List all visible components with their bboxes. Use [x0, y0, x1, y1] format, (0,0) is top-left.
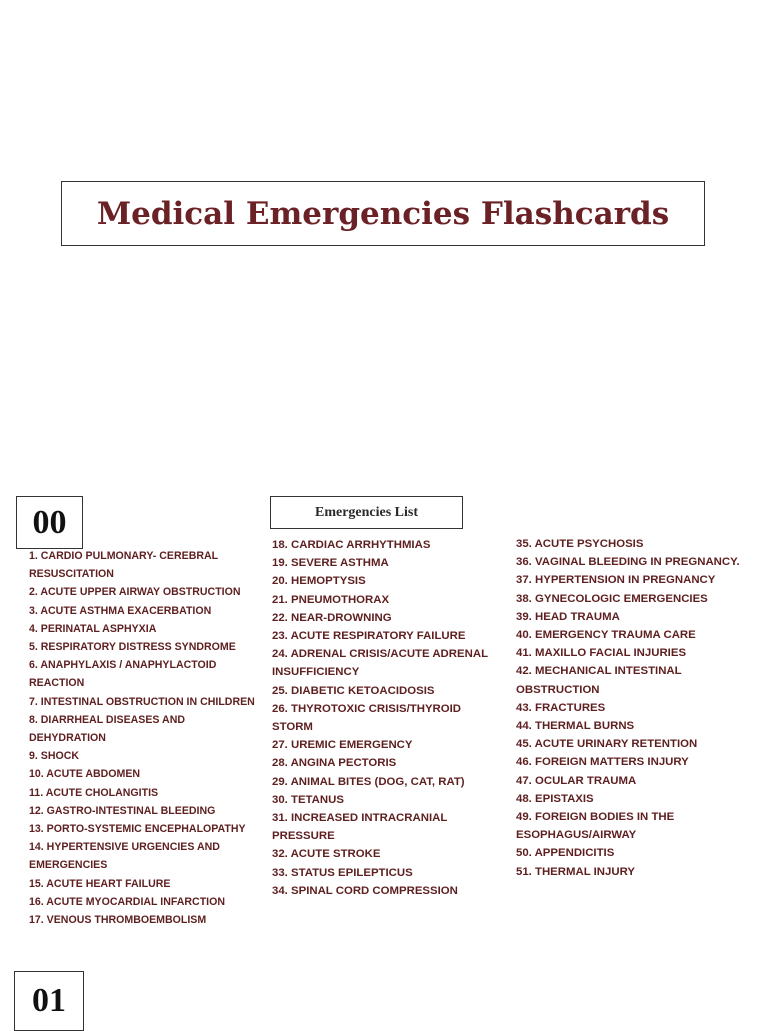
list-item: 3. ACUTE ASTHMA EXACERBATION	[29, 604, 212, 617]
list-item: 14. HYPERTENSIVE URGENCIES AND EMERGENCIES	[29, 841, 220, 872]
list-item: 18. CARDIAC ARRHYTHMIAS	[272, 539, 431, 551]
list-item: 38. GYNECOLOGIC EMERGENCIES	[516, 592, 708, 605]
list-item: 34. SPINAL CORD COMPRESSION	[272, 884, 458, 897]
list-item: 22. NEAR-DROWNING	[272, 611, 392, 624]
list-item: 12. GASTRO-INTESTINAL BLEEDING	[29, 804, 216, 817]
list-item: 33. STATUS EPILEPTICUS	[272, 866, 413, 879]
list-item: 2. ACUTE UPPER AIRWAY OBSTRUCTION	[29, 586, 241, 599]
list-item: 35. ACUTE PSYCHOSIS	[516, 538, 644, 550]
list-item: 44. THERMAL BURNS	[516, 720, 635, 733]
list-item: 7. INTESTINAL OBSTRUCTION IN CHILDREN	[29, 695, 255, 708]
list-item: 41. MAXILLO FACIAL INJURIES	[516, 647, 687, 660]
list-item: 11. ACUTE CHOLANGITIS	[29, 786, 159, 799]
list-item: 31. INCREASED INTRACRANIAL PRESSURE	[272, 812, 448, 843]
page-number-box	[16, 496, 83, 549]
list-item: 27. UREMIC EMERGENCY	[272, 739, 413, 752]
list-item: 6. ANAPHYLAXIS / ANAPHYLACTOID REACTION	[29, 659, 217, 690]
list-item: 1. CARDIO PULMONARY- CEREBRAL RESUSCITATION	[29, 550, 218, 581]
list-item: 51. THERMAL INJURY	[516, 865, 635, 878]
list-item: 40. EMERGENCY TRAUMA CARE	[516, 629, 696, 642]
list-item: 32. ACUTE STROKE	[272, 848, 381, 861]
list-item: 8. DIARRHEAL DISEASES AND DEHYDRATION	[29, 713, 185, 745]
list-header-label: Emergencies List	[314, 504, 419, 520]
page-number: 00	[32, 503, 67, 541]
list-item: 48. EPISTAXIS	[516, 792, 594, 805]
list-item: 46. FOREIGN MATTERS INJURY	[516, 756, 689, 769]
list-item: 4. PERINATAL ASPHYXIA	[29, 622, 157, 635]
list-item: 17. VENOUS THROMBOEMBOLISM	[29, 914, 207, 927]
list-item: 28. ANGINA PECTORIS	[272, 757, 397, 770]
emergency-list-column-3	[516, 535, 748, 881]
list-item: 20. HEMOPTYSIS	[272, 575, 366, 588]
emergencies-list-header	[270, 496, 463, 529]
list-item: 24. ADRENAL CRISIS/ACUTE ADRENAL INSUFFICIENCY	[272, 648, 488, 679]
list-item: 9. SHOCK	[29, 750, 80, 763]
list-item: 47. OCULAR TRAUMA	[516, 774, 637, 787]
list-item: 43. FRACTURES	[516, 701, 606, 714]
list-item: 50. APPENDICITIS	[516, 847, 615, 860]
title-box	[61, 181, 705, 246]
list-item: 49. FOREIGN BODIES IN THE ESOPHAGUS/AIRWAY	[516, 811, 675, 842]
list-item: 10. ACUTE ABDOMEN	[29, 768, 141, 781]
list-item: 29. ANIMAL BITES (DOG, CAT, RAT)	[272, 775, 465, 788]
list-item: 39. HEAD TRAUMA	[516, 610, 620, 623]
list-item: 45. ACUTE URINARY RETENTION	[516, 738, 698, 751]
page-number-box	[14, 971, 84, 1031]
list-item: 21. PNEUMOTHORAX	[272, 593, 390, 606]
list-item: 25. DIABETIC KETOACIDOSIS	[272, 684, 435, 697]
emergency-list-column-2	[272, 536, 497, 900]
list-item: 19. SEVERE ASTHMA	[272, 557, 389, 570]
list-item: 37. HYPERTENSION IN PREGNANCY	[516, 574, 716, 587]
page-number: 01	[32, 982, 66, 1019]
list-item: 5. RESPIRATORY DISTRESS SYNDROME	[29, 641, 236, 654]
list-item: 13. PORTO-SYSTEMIC ENCEPHALOPATHY	[29, 823, 246, 836]
list-item: 15. ACUTE HEART FAILURE	[29, 877, 171, 890]
list-item: 36. VAGINAL BLEEDING IN PREGNANCY.	[516, 556, 740, 569]
list-item: 30. TETANUS	[272, 793, 344, 806]
emergency-list-column-1	[29, 547, 259, 929]
page-title: Medical Emergencies Flashcards	[96, 195, 670, 232]
list-item: 26. THYROTOXIC CRISIS/THYROID STORM	[272, 702, 462, 734]
list-item: 42. MECHANICAL INTESTINAL OBSTRUCTION	[516, 665, 682, 696]
list-item: 23. ACUTE RESPIRATORY FAILURE	[272, 630, 466, 643]
list-item: 16. ACUTE MYOCARDIAL INFARCTION	[29, 895, 225, 908]
